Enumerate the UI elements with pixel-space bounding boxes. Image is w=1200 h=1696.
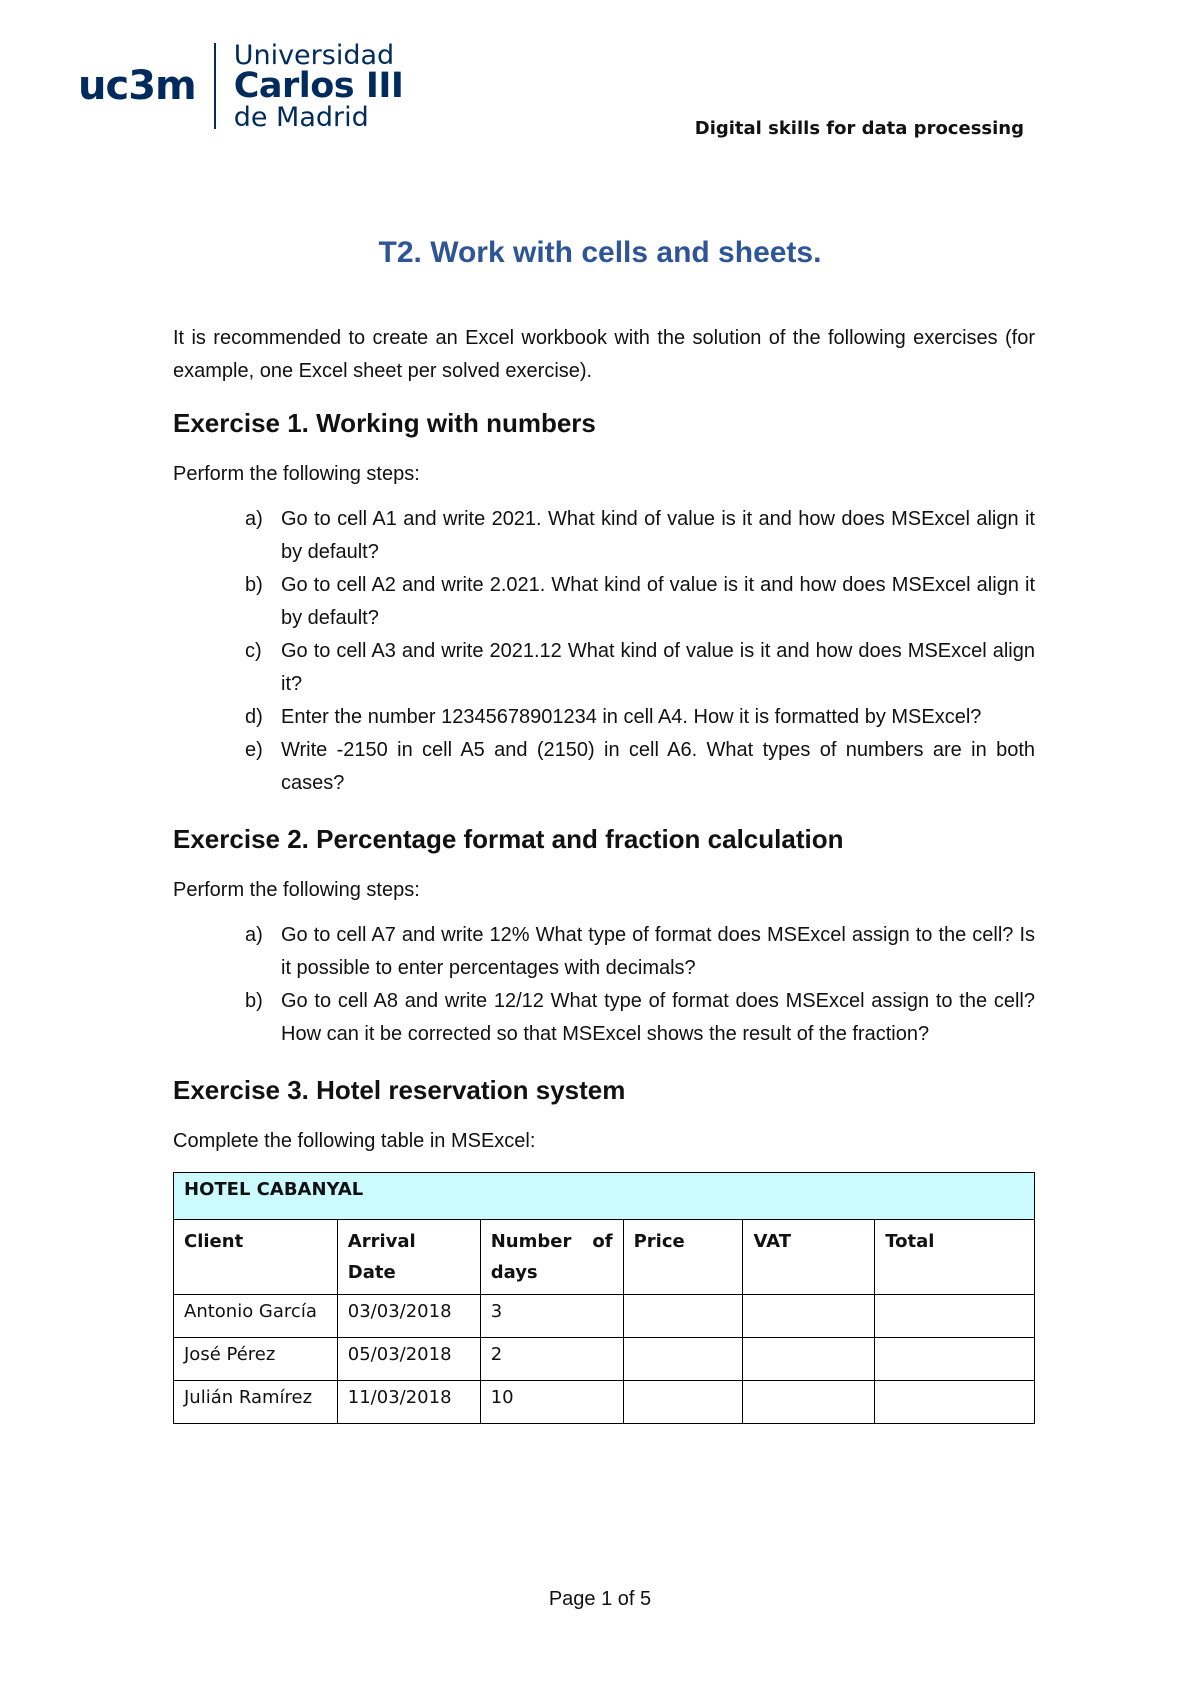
list-marker: a) bbox=[245, 508, 263, 530]
cell-price bbox=[623, 1381, 743, 1424]
list-item bbox=[173, 569, 1035, 635]
column-header-price: Price bbox=[623, 1220, 743, 1295]
logo-line-3: de Madrid bbox=[233, 101, 369, 133]
cell-price bbox=[623, 1338, 743, 1381]
logo-line-2: Carlos III bbox=[233, 65, 404, 106]
list-item-text: Go to cell A7 and write 12% What type of format does MSExcel assign to the cell? Is it possible to enter percentages with decimals? bbox=[281, 924, 1035, 979]
table-row bbox=[174, 1338, 1035, 1381]
list-marker: a) bbox=[245, 924, 263, 946]
logo-wordmark bbox=[233, 39, 404, 133]
exercise-2-heading: Exercise 2. Percentage format and fraction calculation bbox=[173, 824, 844, 854]
cell-total bbox=[875, 1338, 1035, 1381]
logo-divider bbox=[214, 43, 216, 129]
exercise-1-heading: Exercise 1. Working with numbers bbox=[173, 408, 596, 438]
cell-days: 2 bbox=[480, 1338, 623, 1381]
cell-total bbox=[875, 1381, 1035, 1424]
exercise-1-instruction: Perform the following steps: bbox=[173, 463, 420, 485]
list-marker: e) bbox=[245, 739, 263, 761]
column-header-number-of-days: Number of days bbox=[480, 1220, 623, 1295]
cell-arrival-date: 11/03/2018 bbox=[337, 1381, 480, 1424]
exercise-2-list bbox=[173, 919, 1035, 1051]
exercise-2-instruction: Perform the following steps: bbox=[173, 879, 420, 901]
cell-vat bbox=[743, 1295, 875, 1338]
cell-client: José Pérez bbox=[174, 1338, 338, 1381]
column-header-client: Client bbox=[174, 1220, 338, 1295]
list-item-text: Go to cell A8 and write 12/12 What type of format does MSExcel assign to the cell? How can it be corrected so that MSExcel shows the result of the fraction? bbox=[281, 990, 1035, 1045]
hotel-name-cell: HOTEL CABANYAL bbox=[174, 1173, 1035, 1220]
cell-client: Julián Ramírez bbox=[174, 1381, 338, 1424]
intro-paragraph: It is recommended to create an Excel workbook with the solution of the following exercises (for example, one Excel sheet per solved exercise). bbox=[173, 327, 1035, 382]
list-item-text: Go to cell A3 and write 2021.12 What kind of value is it and how does MSExcel align it? bbox=[281, 640, 1035, 695]
table-row bbox=[174, 1295, 1035, 1338]
cell-vat bbox=[743, 1338, 875, 1381]
exercise-3-heading: Exercise 3. Hotel reservation system bbox=[173, 1075, 626, 1105]
list-item-text: Go to cell A2 and write 2.021. What kind of value is it and how does MSExcel align it by default? bbox=[281, 574, 1035, 629]
cell-arrival-date: 05/03/2018 bbox=[337, 1338, 480, 1381]
list-item bbox=[173, 919, 1035, 985]
course-name: Digital skills for data processing bbox=[694, 118, 1024, 139]
list-item bbox=[173, 503, 1035, 569]
table-header-row bbox=[174, 1220, 1035, 1295]
list-marker: b) bbox=[245, 990, 263, 1012]
list-item bbox=[173, 985, 1035, 1051]
table-row bbox=[174, 1381, 1035, 1424]
cell-client: Antonio García bbox=[174, 1295, 338, 1338]
list-item-text: Go to cell A1 and write 2021. What kind of value is it and how does MSExcel align it by default? bbox=[281, 508, 1035, 563]
list-item bbox=[173, 734, 1035, 800]
cell-total bbox=[875, 1295, 1035, 1338]
logo-line-1: Universidad bbox=[233, 39, 395, 71]
hotel-reservation-table bbox=[173, 1172, 1035, 1424]
list-item-text: Enter the number 12345678901234 in cell A4. How it is formatted by MSExcel? bbox=[281, 706, 982, 728]
list-marker: d) bbox=[245, 706, 263, 728]
cell-arrival-date: 03/03/2018 bbox=[337, 1295, 480, 1338]
cell-vat bbox=[743, 1381, 875, 1424]
column-header-vat: VAT bbox=[743, 1220, 875, 1295]
logo-mark: uc3m bbox=[78, 63, 196, 109]
list-marker: c) bbox=[245, 640, 262, 662]
cell-days: 10 bbox=[480, 1381, 623, 1424]
column-header-total: Total bbox=[875, 1220, 1035, 1295]
page-title: T2. Work with cells and sheets. bbox=[378, 236, 822, 269]
exercise-1-list bbox=[173, 503, 1035, 800]
exercise-3-instruction: Complete the following table in MSExcel: bbox=[173, 1130, 536, 1152]
list-item bbox=[173, 635, 1035, 701]
column-header-arrival-date: Arrival Date bbox=[337, 1220, 480, 1295]
list-item-text: Write -2150 in cell A5 and (2150) in cell A6. What types of numbers are in both cases? bbox=[281, 739, 1035, 794]
page-number: Page 1 of 5 bbox=[548, 1588, 652, 1610]
list-item bbox=[173, 701, 1035, 734]
university-logo bbox=[78, 40, 403, 132]
list-marker: b) bbox=[245, 574, 263, 596]
cell-days: 3 bbox=[480, 1295, 623, 1338]
cell-price bbox=[623, 1295, 743, 1338]
main-content bbox=[173, 322, 1035, 1424]
